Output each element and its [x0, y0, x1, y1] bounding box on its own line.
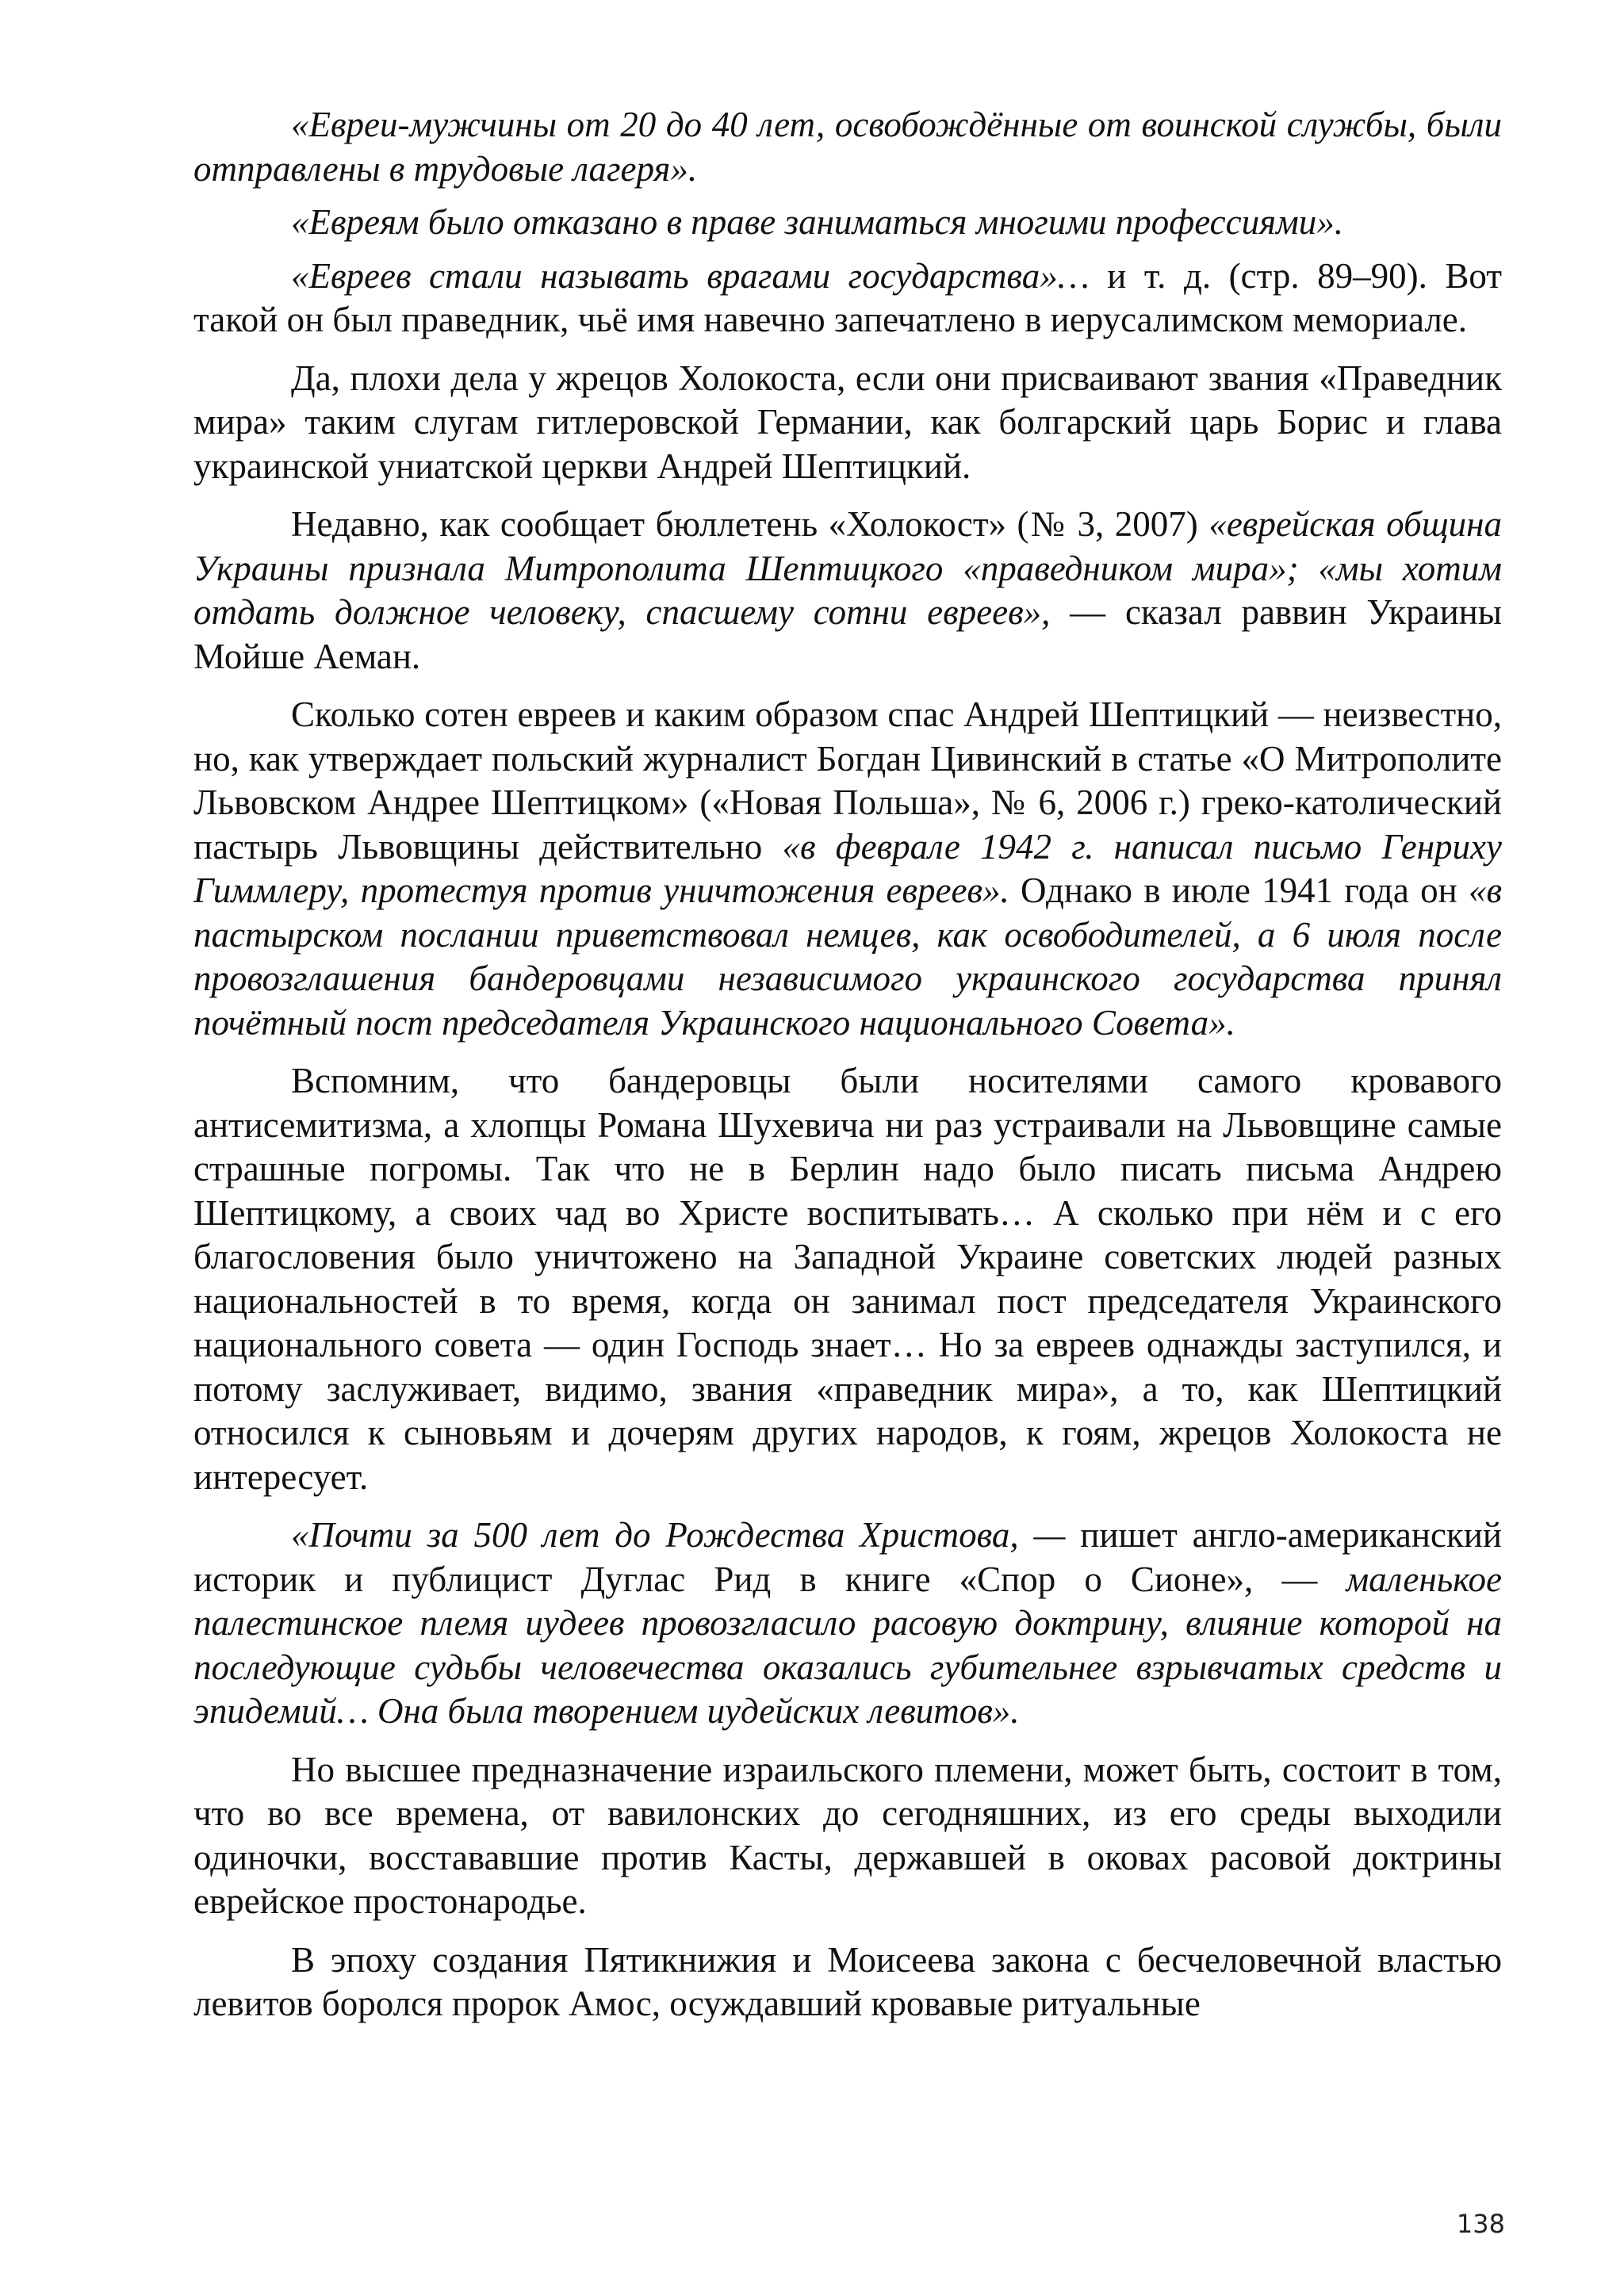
- body-text: Однако в июле 1941 года он: [1009, 871, 1469, 910]
- paragraph-6: [193, 693, 1502, 1045]
- paragraph-10: [193, 1938, 1502, 2026]
- paragraph-1: [193, 103, 1502, 191]
- body-text: — сказал раввин Украины Мойше Аеман.: [193, 592, 1502, 676]
- paragraph-9: [193, 1748, 1502, 1924]
- quote-text: «Евреям было отказано в праве заниматься многими профессиями».: [291, 202, 1343, 242]
- page-number: 138: [1456, 2209, 1505, 2239]
- paragraph-7: [193, 1059, 1502, 1499]
- paragraph-4: [193, 357, 1502, 489]
- quote-text: «Евреи-мужчины от 20 до 40 лет, освобождённые от воинской службы, были отправлены в трудовые лагеря».: [193, 105, 1502, 189]
- paragraph-3: [193, 254, 1502, 342]
- paragraph-2: [193, 201, 1502, 245]
- quote-text: «в пастырском послании приветствовал немцев, как освободителей, а 6 июля после провозглашения бандеровцами независимого украинского государства принял почётный пост председателя Украинского национального Совета».: [193, 871, 1503, 1043]
- quote-text: «в феврале 1942 г. написал письмо Генриху Гиммлеру, протестуя против уничтожения евреев».: [193, 826, 1502, 910]
- body-text: Недавно, как сообщает бюллетень «Холокост» (№ 3, 2007): [291, 504, 1209, 544]
- body-text: Но высшее предназначение израильского племени, может быть, состоит в том, что во все времена, от вавилонских до сегодняшних, из его среды выходили одиночки, восстававшие против Касты, державшей в оковах расовой доктрины еврейское простонародье.: [193, 1749, 1502, 1921]
- body-text: Сколько сотен евреев и каким образом спас Андрей Шептицкий — неизвестно, но, как утверждает польский журналист Богдан Цивинский в статье «О Митрополите Львовском Андрее Шептицком» («Новая Польша», № 6, 2006 г.) греко-католический пастырь Львовщины действительно: [193, 695, 1502, 867]
- body-text: пишет англо-американский историк и публицист Дуглас Рид в книге «Спор о Сионе», —: [193, 1515, 1502, 1599]
- body-text: В эпоху создания Пятикнижия и Моисеева закона с бесчеловечной властью левитов боролся пророк Амос, осуждавший кровавые ритуальные: [193, 1939, 1502, 2023]
- body-text: Да, плохи дела у жрецов Холокоста, если они присваивают звания «Праведник мира» таким слугам гитлеровской Германии, как болгарский царь Борис и глава украинской униатской церкви Андрей Шептицкий.: [193, 358, 1502, 486]
- paragraph-8: [193, 1513, 1502, 1734]
- quote-text: «Евреев стали называть врагами государства»…: [291, 255, 1090, 296]
- body-text: и т. д. (стр. 89–90). Вот такой он был праведник, чьё имя навечно запечатлено в иерусалимском мемориале.: [193, 255, 1503, 339]
- quote-text: маленькое палестинское племя иудеев провозгласило расовую доктрину, влияние которой на последующие судьбы человечества оказались губительнее взрывчатых средств и эпидемий… Она была творением иудейских левитов».: [193, 1559, 1502, 1731]
- paragraph-5: [193, 503, 1502, 679]
- page-body: [193, 103, 1502, 2041]
- quote-text: «еврейская община Украины признала Митрополита Шептицкого «праведником мира»; «мы хотим отдать должное человеку, спасшему сотни евреев»,: [193, 504, 1502, 632]
- quote-text: «Почти за 500 лет до Рождества Христова, —: [291, 1515, 1066, 1555]
- body-text: Вспомним, что бандеровцы были носителями самого кровавого антисемитизма, а хлопцы Романа Шухевича ни раз устраивали на Львовщине самые страшные погромы. Так что не в Берлин надо было писать письма Андрею Шептицкому, а своих чад во Христе воспитывать… А сколько при нём и с его благословения было уничтожено на Западной Украине советских людей разных национальностей в то время, когда он занимал пост председателя Украинского национального совета — один Господь знает… Но за евреев однажды заступился, и потому заслуживает, видимо, звания «праведник мира», а то, как Шептицкий относился к сыновьям и дочерям других народов, к гоям, жрецов Холокоста не интересует.: [193, 1061, 1502, 1497]
